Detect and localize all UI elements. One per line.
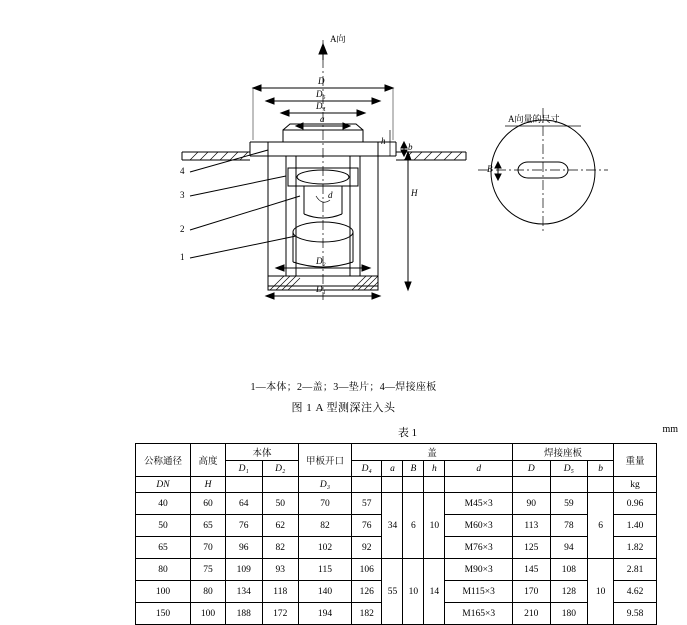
cell-D: 170 [513, 581, 551, 603]
label-dim-D4: D₄ [316, 101, 326, 111]
cell-d3: 70 [299, 493, 352, 515]
cell-d1: 188 [226, 603, 263, 625]
cell-h: 60 [191, 493, 226, 515]
label-dim-D2: D₂ [316, 256, 326, 266]
cell-a: 55 [382, 559, 403, 625]
cell-dn: 65 [136, 537, 191, 559]
cell-d: M165×3 [445, 603, 513, 625]
cell-D: 90 [513, 493, 551, 515]
cell-a: 34 [382, 493, 403, 559]
cell-d4: 76 [352, 515, 382, 537]
cell-kg: 1.40 [614, 515, 657, 537]
th-H: H [191, 477, 226, 493]
cell-hh: 14 [424, 559, 445, 625]
cell-d4: 57 [352, 493, 382, 515]
th-nominal-diameter: 公称通径 [136, 444, 191, 477]
leader-number-3: 3 [180, 190, 185, 200]
cell-d2: 172 [262, 603, 299, 625]
th-d: d [445, 461, 513, 477]
th-weight: 重量 [614, 444, 657, 477]
th-D1: D₁ [226, 461, 263, 477]
cell-d5: 59 [550, 493, 588, 515]
cell-kg: 9.58 [614, 603, 657, 625]
cell-d: M76×3 [445, 537, 513, 559]
cell-d1: 134 [226, 581, 263, 603]
th-D: D [513, 461, 551, 477]
table-header-line [135, 424, 680, 440]
table-header-row-3 [136, 477, 657, 493]
cell-kg: 2.81 [614, 559, 657, 581]
figure-title: 图 1 A 型测深注入头 [291, 402, 396, 414]
cell-dn: 50 [136, 515, 191, 537]
cell-d3: 194 [299, 603, 352, 625]
label-dim-B: B [487, 164, 493, 174]
cell-h: 75 [191, 559, 226, 581]
th-blank-4 [382, 477, 403, 493]
label-dim-b: b [408, 142, 413, 152]
cell-dn: 150 [136, 603, 191, 625]
cell-d3: 140 [299, 581, 352, 603]
cell-d1: 96 [226, 537, 263, 559]
table-label: 表 1 [397, 427, 418, 439]
cell-d3: 82 [299, 515, 352, 537]
spec-table [135, 443, 657, 625]
th-D4: D₄ [352, 461, 382, 477]
th-blank-9 [550, 477, 588, 493]
label-view-arrow-a: A向 [330, 34, 346, 44]
th-blank-6 [424, 477, 445, 493]
leader-number-1: 1 [180, 252, 185, 262]
table-row [136, 493, 657, 515]
cell-d5: 78 [550, 515, 588, 537]
th-B: B [403, 461, 424, 477]
cell-dn: 40 [136, 493, 191, 515]
cell-kg: 4.62 [614, 581, 657, 603]
label-dim-h: h [381, 136, 386, 146]
label-dim-a: a [320, 114, 325, 124]
leader-number-4: 4 [180, 166, 185, 176]
label-dim-H: H [411, 188, 418, 198]
cell-D: 210 [513, 603, 551, 625]
cell-d2: 82 [262, 537, 299, 559]
cell-d1: 64 [226, 493, 263, 515]
label-dim-D1: D₁ [316, 284, 326, 294]
th-D3: D₃ [299, 477, 352, 493]
th-blank-8 [513, 477, 551, 493]
cell-d: M90×3 [445, 559, 513, 581]
cell-h: 70 [191, 537, 226, 559]
cell-dn: 100 [136, 581, 191, 603]
cell-B: 10 [403, 559, 424, 625]
label-dim-D5: D₅ [316, 89, 326, 99]
th-blank-3 [352, 477, 382, 493]
cell-d3: 102 [299, 537, 352, 559]
figure-parts-legend: 1—本体；2—盖；3—垫片；4—焊接座板 [250, 382, 437, 393]
th-weld-seat-plate: 焊接座板 [513, 444, 614, 461]
cell-kg: 0.96 [614, 493, 657, 515]
cell-kg: 1.82 [614, 537, 657, 559]
cell-d2: 93 [262, 559, 299, 581]
th-blank-1 [226, 477, 263, 493]
cell-d1: 109 [226, 559, 263, 581]
cell-D: 145 [513, 559, 551, 581]
th-DN: DN [136, 477, 191, 493]
cell-d4: 92 [352, 537, 382, 559]
th-b: b [588, 461, 614, 477]
cell-D: 113 [513, 515, 551, 537]
cell-d1: 76 [226, 515, 263, 537]
th-unit-kg: kg [614, 477, 657, 493]
figure-caption [0, 378, 687, 415]
cell-d5: 128 [550, 581, 588, 603]
cell-B: 6 [403, 493, 424, 559]
cell-d: M45×3 [445, 493, 513, 515]
leader-number-2: 2 [180, 224, 185, 234]
label-detail-title: A向量的尺寸 [508, 114, 560, 124]
th-blank-10 [588, 477, 614, 493]
label-dim-d: d [328, 190, 333, 200]
cell-d4: 126 [352, 581, 382, 603]
cell-d2: 50 [262, 493, 299, 515]
cell-d: M115×3 [445, 581, 513, 603]
label-dim-D: D [318, 76, 325, 86]
th-blank-7 [445, 477, 513, 493]
cell-d: M60×3 [445, 515, 513, 537]
cell-d2: 118 [262, 581, 299, 603]
cell-d2: 62 [262, 515, 299, 537]
th-a: a [382, 461, 403, 477]
cell-d3: 115 [299, 559, 352, 581]
cell-D: 125 [513, 537, 551, 559]
th-D5: D₅ [550, 461, 588, 477]
cell-b: 10 [588, 559, 614, 625]
th-deck-opening: 甲板开口 [299, 444, 352, 477]
table-header-row-1 [136, 444, 657, 461]
table-unit: mm [662, 424, 678, 435]
table-row [136, 559, 657, 581]
th-blank-2 [262, 477, 299, 493]
cell-h: 80 [191, 581, 226, 603]
th-body: 本体 [226, 444, 299, 461]
cell-d4: 182 [352, 603, 382, 625]
th-cover: 盖 [352, 444, 513, 461]
cell-h: 65 [191, 515, 226, 537]
cell-b: 6 [588, 493, 614, 559]
cell-dn: 80 [136, 559, 191, 581]
th-D2: D₂ [262, 461, 299, 477]
cell-d5: 94 [550, 537, 588, 559]
th-height: 高度 [191, 444, 226, 477]
cell-h: 100 [191, 603, 226, 625]
th-h: h [424, 461, 445, 477]
cell-d5: 108 [550, 559, 588, 581]
cell-d4: 106 [352, 559, 382, 581]
th-blank-5 [403, 477, 424, 493]
cell-hh: 10 [424, 493, 445, 559]
cell-d5: 180 [550, 603, 588, 625]
